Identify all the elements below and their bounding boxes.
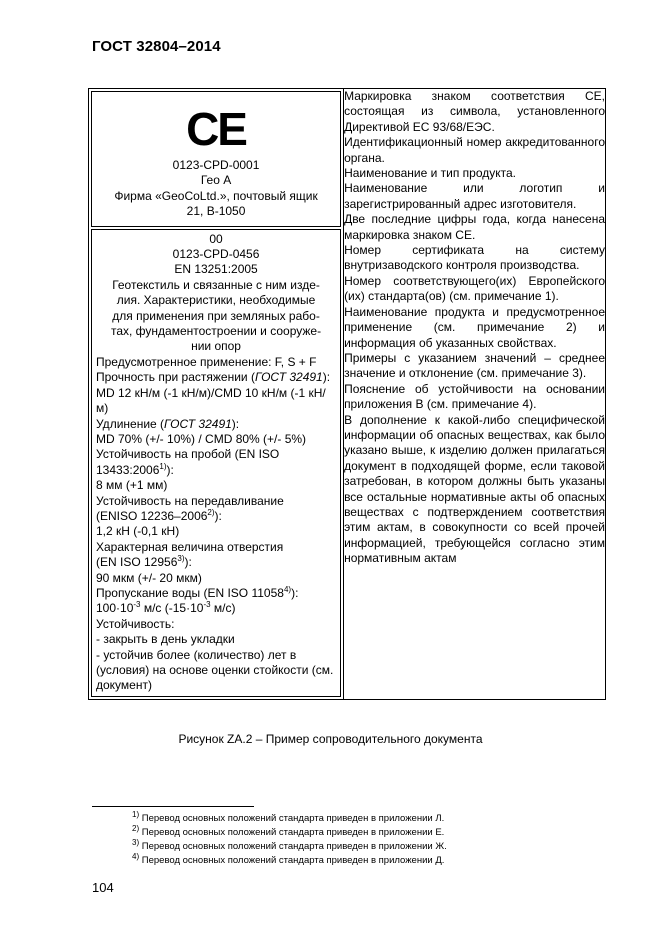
- product-desc-line: для применения при земляных рабо-: [112, 308, 320, 323]
- accompanying-document-table: [88, 88, 606, 700]
- product-desc-line: нии опор: [191, 339, 241, 354]
- durability-item: - закрыть в день укладки: [96, 632, 235, 647]
- water-flow-label: Пропускание воды (EN ISO 11058$^{4)}$):: [96, 584, 299, 600]
- explanation-paragraph: Примеры с указанием значений – среднее значение и отклонение (см. примечание 3).: [344, 350, 605, 381]
- page-number: 104: [92, 880, 114, 895]
- explanation-paragraph: Наименование продукта и предусмотренное применение (см. примечание 2) и информация об указанных свойствах.: [344, 304, 605, 350]
- explanation-paragraph: В дополнение к какой-либо специфической информации об опасных веществах, как было указано выше, к изделию должен прилагаться документ в подходящей форме, если таковой затребован, в котором должны быть указаны все остальные нормативные акты об опасных веществах с подтверждением соответствия этим актам, в совокупности со всей прочей информацией, требующейся согласно этим нормативным актам: [344, 412, 605, 566]
- elongation-value: MD 70% (+/- 10%) / CMD 80% (+/- 5%): [96, 431, 307, 446]
- static-puncture-label: Устойчивость на передавливание: [96, 493, 284, 508]
- durability-label: Устойчивость:: [96, 616, 175, 631]
- document-header: ГОСТ 32804–2014: [92, 38, 221, 55]
- explanation-paragraph: Две последние цифры года, когда нанесена маркировка знаком CE.: [344, 212, 605, 242]
- standard-number: EN 13251:2005: [174, 262, 258, 277]
- explanation-column: [344, 89, 606, 700]
- static-puncture-value: 1,2 кН (-0,1 кН): [96, 524, 180, 539]
- opening-size-value: 90 мкм (+/- 20 мкм): [96, 570, 202, 585]
- notified-body-number: 0123-CPD-0001: [172, 158, 260, 172]
- water-flow-value: $100\cdot 10^{-3}$ м/с ($-15\cdot 10^{-3}$ м/с): [96, 600, 236, 616]
- opening-size-standard: (EN ISO 12956$^{3)}$):: [96, 554, 192, 570]
- static-puncture-standard: (ENISO 12236–2006$^{2)}$):: [96, 507, 222, 523]
- puncture-label: Устойчивость на пробой (EN ISO 13433:2006$^{1)}$):: [96, 447, 280, 477]
- explanation-paragraph: Номер соответствующего(их) Европейского (их) стандарта(ов) (см. примечание 1).: [344, 273, 605, 304]
- ce-mark-icon: CE: [186, 103, 246, 155]
- intended-use: Предусмотренное применение: F, S + F: [96, 354, 317, 369]
- tensile-strength-value: MD 12 кН/м (-1 кН/м)/CMD 10 кН/м (-1 кН/м): [96, 385, 326, 416]
- explanation-paragraph: Маркировка знаком соответствия CE, состоящая из символа, установленного Директивой ЕС 93/68/ЕЭС.: [344, 89, 605, 134]
- year-digits: 00: [209, 231, 223, 246]
- tensile-strength-label: Прочность при растяжении (ГОСТ 32491):: [96, 370, 331, 385]
- ce-logo-block: [91, 91, 341, 227]
- explanation-paragraph: Номер сертификата на систему внутризаводского контроля производства.: [344, 243, 605, 273]
- elongation-label: Удлинение (ГОСТ 32491):: [96, 416, 240, 431]
- footnotes: [132, 809, 447, 868]
- explanation-paragraph: Наименование и тип продукта.: [344, 166, 516, 181]
- explanation-paragraph: Пояснение об устойчивости на основании приложения В (см. примечание 4).: [344, 381, 605, 412]
- product-desc-line: тах, фундаментостроении и сооруже-: [110, 324, 322, 339]
- product-desc-line: Геотекстиль и связанные с ним изде-: [112, 277, 320, 292]
- opening-size-label: Характерная величина отверстия: [96, 539, 284, 554]
- durability-item: - устойчив более (количество) лет в (условия) на основе оценки стойкости (см. документ): [96, 647, 334, 693]
- footnote: $^{2)}$ Перевод основных положений стандарта приведен в приложении Е.: [132, 823, 445, 838]
- product-desc-line: лия. Характеристики, необходимые: [116, 293, 316, 308]
- manufacturer-address: Фирма «GeoCoLtd.», почтовый ящик: [114, 188, 318, 203]
- footnote-divider: [92, 806, 254, 807]
- manufacturer-address-2: 21, В-1050: [186, 204, 246, 219]
- product-info-block: [91, 229, 341, 697]
- footnote: $^{4)}$ Перевод основных положений стандарта приведен в приложении Д.: [132, 851, 445, 866]
- marking-column: [89, 89, 344, 700]
- footnote: $^{3)}$ Перевод основных положений стандарта приведен в приложении Ж.: [132, 837, 447, 852]
- manufacturer-name: Гео А: [200, 173, 232, 188]
- explanation-paragraph: Наименование или логотип и зарегистрированный адрес изготовителя.: [344, 181, 605, 211]
- explanation-paragraph: Идентификационный номер аккредитованного органа.: [344, 135, 605, 165]
- figure-caption: Рисунок ZA.2 – Пример сопроводительного документа: [178, 732, 483, 746]
- footnote: $^{1)}$ Перевод основных положений стандарта приведен в приложении Л.: [132, 809, 445, 824]
- certificate-number: 0123-CPD-0456: [172, 247, 260, 262]
- puncture-value: 8 мм (+1 мм): [96, 478, 168, 493]
